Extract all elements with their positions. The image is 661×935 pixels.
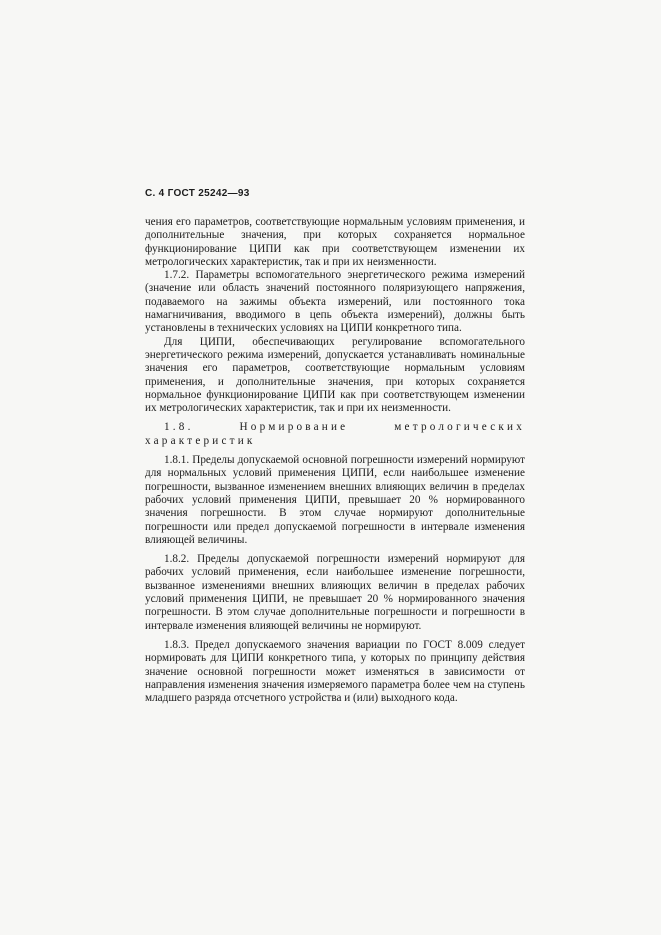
- body-text: [145, 216, 525, 705]
- page-header: С. 4 ГОСТ 25242—93: [145, 188, 250, 199]
- section-heading-1-8: 1.8. Нормирование метрологических характеристик: [145, 421, 525, 447]
- paragraph-1-8-1: 1.8.1. Пределы допускаемой основной погрешности измерений нормируют для нормальных условий применения ЦИПИ, если наибольшее изменение погрешности, вызванное изменением внешних влияющих величин в пределах рабочих условий применения ЦИПИ, превышает 20 % нормированного значения погрешности. В этом случае нормируют дополнительные погрешности или предел допускаемой погрешности в интервале изменения влияющей величины.: [145, 454, 525, 546]
- paragraph-1-8-3: 1.8.3. Предел допускаемого значения вариации по ГОСТ 8.009 следует нормировать для ЦИПИ конкретного типа, у которых по принципу действия значение основной погрешности может изменяться в зависимости от направления изменения значения измеряемого параметра более чем на ступень младшего разряда отсчетного устройства и (или) выходного кода.: [145, 638, 525, 705]
- paragraph-aux-regime: Для ЦИПИ, обеспечивающих регулирование вспомогательного энергетического режима измерений, допускается устанавливать номинальные значения его параметров, соответствующие нормальным условиям применения, и дополнительные значения, при которых сохраняется нормальное функционирование ЦИПИ как при соответствующем изменении их метрологических характеристик, так и при их неизменности.: [145, 335, 525, 415]
- paragraph-continuation: чения его параметров, соответствующие нормальным условиям применения, и дополнительные значения, при которых сохраняется нормальное функционирование ЦИПИ как при соответствующем изменении их метрологических характеристик, так и при их неизменности.: [145, 216, 525, 268]
- paragraph-1-7-2: 1.7.2. Параметры вспомогательного энергетического режима измерений (значение или область значений постоянного поляризующего напряжения, подаваемого на зажимы объекта измерений, или постоянного тока намагничивания, вводимого в цепь объекта измерений), должны быть установлены в технических условиях на ЦИПИ конкретного типа.: [145, 269, 525, 335]
- paragraph-1-8-2: 1.8.2. Пределы допускаемой погрешности измерений нормируют для рабочих условий применения, если наибольшее изменение погрешности, вызванное изменениями внешних влияющих величин в пределах рабочих условий применения ЦИПИ, не превышает 20 % нормированного значения погрешности. В этом случае дополнительные погрешности и погрешности в интервале изменения влияющей величины не нормируют.: [145, 553, 525, 632]
